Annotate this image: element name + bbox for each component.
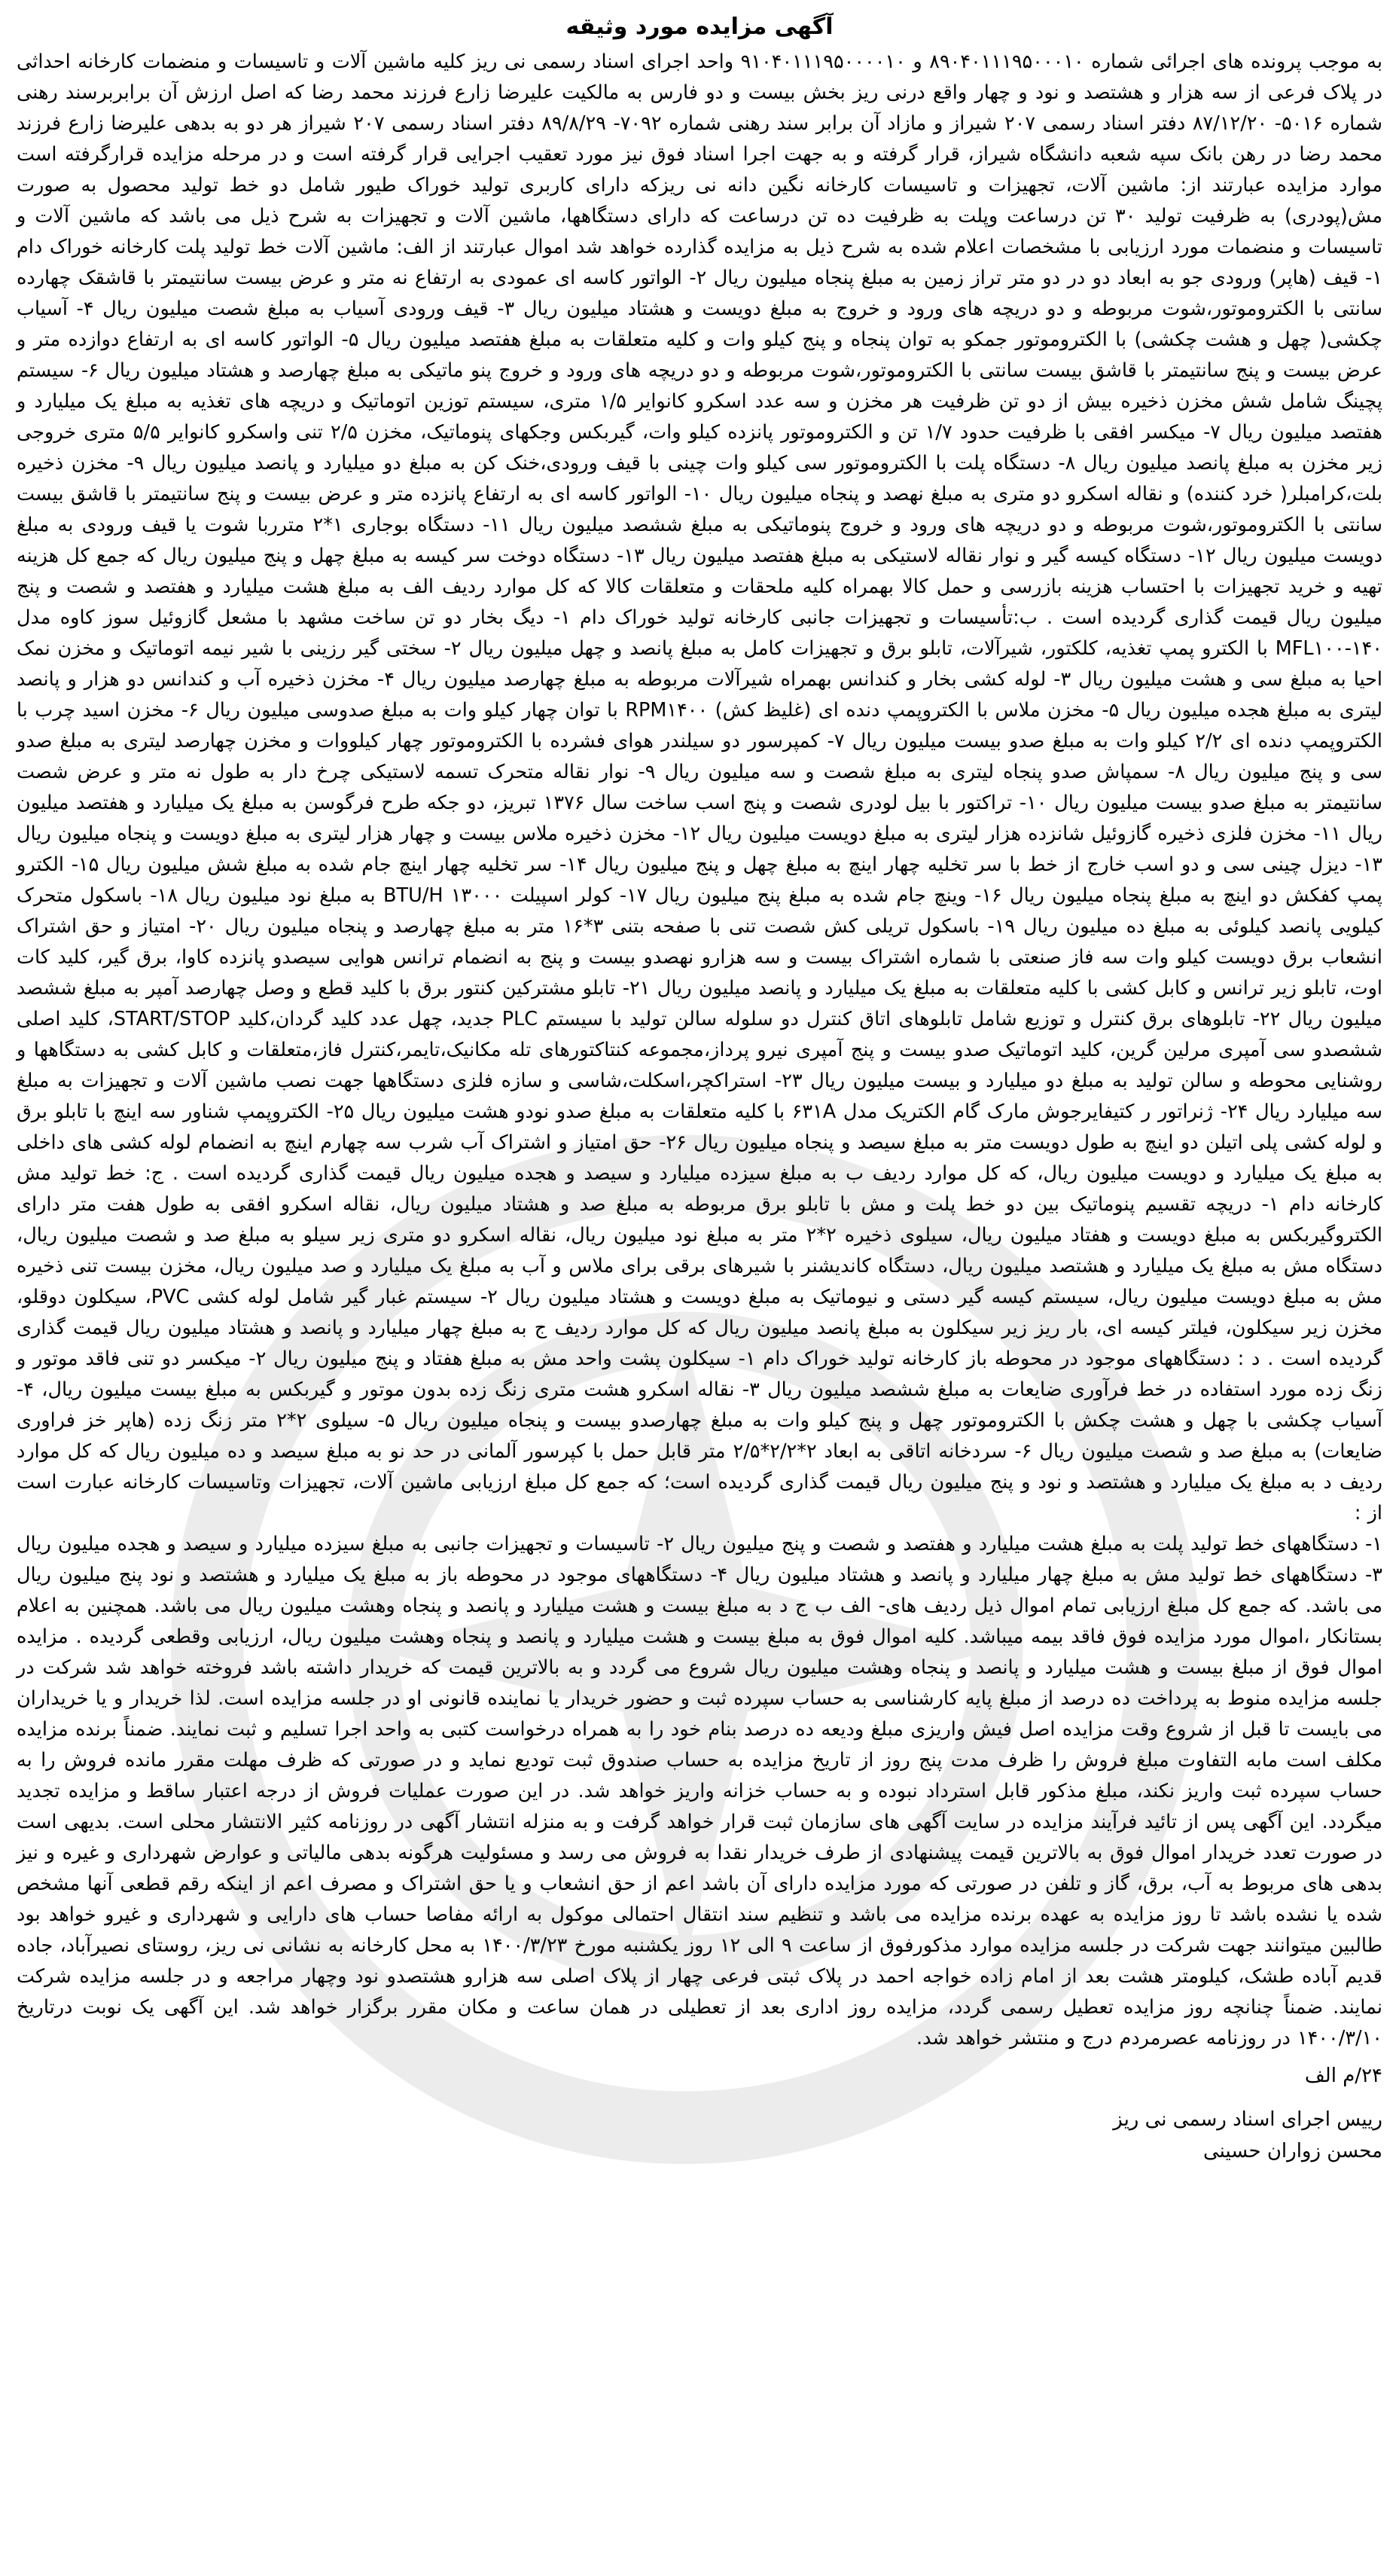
notice-code: ۲۴/م الف — [1304, 2065, 1382, 2087]
signature-title: رییس اجرای اسناد رسمی نی ریز — [1113, 2108, 1382, 2131]
notice-footer — [17, 2060, 1382, 2167]
notice-body — [17, 47, 1382, 2054]
notice-title: آگهی مزایده مورد وثیقه — [565, 14, 834, 40]
signature-name: محسن زواران حسینی — [1202, 2140, 1382, 2162]
notice-paragraph-2: ۱- دستگاههای خط تولید پلت به مبلغ هشت میلیارد و هفتصد و شصت و پنج میلیون ریال ۲- تاسیسات و تجهیزات جانبی به مبلغ سیزده میلیارد و سیصد و هجده میلیون ریال ۳- دستگاههای خط تولید مش به مبلغ چهار میلیارد و پانصد و هشتاد میلیون ریال ۴- دستگاههای موجود در محوطه باز به مبلغ یک میلیارد و هشتصد و نود پنج میلیون ریال می باشد. که جمع کل مبلغ ارزیابی تمام اموال ذیل ردیف های- الف ب ج د به مبلغ بیست و هشت میلیارد و پانصد و پنجاه وهشت میلیون ریال می باشد. همچنین به اعلام بستانکار ،اموال مورد مزایده فوق فاقد بیمه میباشد. کلیه اموال فوق به مبلغ بیست و هشت میلیارد و پانصد و پنجاه وهشت میلیون ریال، ارزیابی وقطعی گردیده . مزایده اموال فوق از مبلغ بیست و هشت میلیارد و پانصد و پنجاه وهشت میلیون ریال شروع می گردد و به بالاترین قیمت که خریدار داشته باشد فروخته خواهد شد شرکت در جلسه مزایده منوط به پرداخت ده درصد از مبلغ پایه کارشناسی به حساب سپرده ثبت و حضور خریدار یا نماینده قانونی او در جلسه مزایده است. لذا خریدار و یا خریداران می بایست تا قبل از شروع وقت مزایده اصل فیش واریزی مبلغ ودیعه ده درصد بنام خود را به همراه درخواست کتبی به واحد اجرا تسلیم و ثبت نمایند. ضمناً برنده مزایده مکلف است مابه التفاوت مبلغ فروش را ظرف مدت پنج روز از تاریخ مزایده به حساب صندوق ثبت تودیع نماید و در صورتی که ظرف مهلت مقرر مانده فروش را به حساب سپرده ثبت واریز نکند، مبلغ مذکور قابل استرداد نبوده و به حساب خزانه واریز خواهد شد. در این صورت عملیات فروش از درجه اعتبار ساقط و مزایده تجدید میگردد. این آگهی پس از تائید فرآیند مزایده در سایت آگهی های سازمان ثبت قرار خواهد گرفت و به منزله انتشار آگهی در روزنامه کثیر الانتشار محلی است. بدیهی است در صورت تعدد خریدار اموال فوق به بالاترین قیمت پیشنهادی از طرف خریدار نقدا به فروش می رسد و مسئولیت هرگونه بدهی مالیاتی و عوارض شهرداری و غیره و نیز بدهی های مربوط به آب، برق، گاز و تلفن در صورتی که مورد مزایده دارای آن باشد اعم از حق انشعاب و یا حق اشتراک و مصرف اعم از اینکه رقم قطعی آنها مشخص شده یا نشده باشد تا روز مزایده به عهده برنده مزایده می باشد و تنظیم سند انتقال احتمالی موکول به ارائه مفاصا حساب های دارایی و شهرداری و غیرو خواهد بود طالبین میتوانند جهت شرکت در جلسه مزایده موارد مذکورفوق از ساعت ۹ الی ۱۲ روز یکشنبه مورخ ۱۴۰۰/۳/۲۳ به محل کارخانه به نشانی نی ریز، روستای نصیرآباد، جاده قدیم آباده طشک، کیلومتر هشت بعد از امام زاده خواجه احمد در پلاک ثبتی فرعی چهار از پلاک اصلی سه هزارو هشتصدو نود وچهار مراجعه و در جلسه مزایده شرکت نمایند. ضمناً چنانچه روز مزایده تعطیل رسمی گردد، مزایده روز اداری بعد از تعطیلی در همان ساعت و مکان مقرر برگزار خواهد شد. این آگهی یک نوبت درتاریخ ۱۴۰۰/۳/۱۰ در روزنامه عصرمردم درج و منتشر خواهد شد. — [17, 1533, 1382, 2050]
notice-paragraph-1: به موجب پرونده های اجرائی شماره ۸۹۰۴۰۱۱۱۹۵۰۰۰۱۰ و ۹۱۰۴۰۱۱۱۹۵۰۰۰۰۱۰ واحد اجرای اسناد رسمی نی ریز کلیه ماشین آلات و تاسیسات و منضمات کارخانه احداثی در پلاک فرعی از سه هزار و هشتصد و نود و چهار واقع درنی ریز بخش بیست و دو فارس به مالکیت علیرضا زارع فرزند محمد رضا که اصل ارزش آن برابربرسند رهنی شماره ۵۰۱۶- ۸۷/۱۲/۲۰ دفتر اسناد رسمی ۲۰۷ شیراز و مازاد آن برابر سند رهنی شماره ۷۰۹۲- ۸۹/۸/۲۹ دفتر اسناد رسمی ۲۰۷ شیراز هر دو به بدهی علیرضا زارع فرزند محمد رضا در رهن بانک سپه شعبه دانشگاه شیراز، قرار گرفته و به جهت اجرا اسناد فوق نیز مورد تعقیب اجرایی قرار گرفته است و در مرحله مزایده قرارگرفته است موارد مزایده عبارتند از: ماشین آلات، تجهیزات و تاسیسات کارخانه نگین دانه نی ریزکه دارای کاربری تولید خوراک طیور شامل دو خط تولید محصول به صورت مش(پودری) به ظرفیت تولید ۳۰ تن درساعت وپلت به ظرفیت ده تن درساعت که دارای دستگاهها، ماشین آلات و تجهیزات به شرح ذیل می باشد که ماشین آلات و تاسیسات و منضمات مورد ارزیابی با مشخصات اعلام شده به شرح ذیل به مزایده گذارده خواهد شد اموال عبارتند از الف: ماشین آلات خط تولید پلت کارخانه خوراک دام ۱- قیف (هاپر) ورودی جو به ابعاد دو در دو متر تراز زمین به مبلغ پنجاه میلیون ریال ۲- الواتور کاسه ای عمودی به ارتفاع نه متر و عرض بیست سانتیمتر با قاشقک چهارده سانتی با الکتروموتور،شوت مربوطه و دو دریچه های ورود و خروج به مبلغ دویست و هشتاد میلیون ریال ۳- قیف ورودی آسیاب به مبلغ شصت میلیون ریال ۴- آسیاب چکشی( چهل و هشت چکشی) با الکتروموتور جمکو به توان پنجاه و پنج کیلو وات و کلیه متعلقات به مبلغ هفتصد میلیون ریال ۵- الواتور کاسه ای به ارتفاع دوازده متر و عرض بیست و پنج سانتیمتر با قاشق بیست سانتی با الکتروموتور،شوت مربوطه و دو دریچه های ورود و خروج پنو ماتیکی به مبلغ چهارصد و هشتاد میلیون ریال ۶- سیستم پچینگ شامل شش مخزن ذخیره بیش از دو تن ظرفیت هر مخزن و سه عدد اسکرو کانوایر ۱/۵ متری، سیستم توزین اتوماتیک و دریچه های تغذیه به مبلغ یک میلیارد و هفتصد میلیون ریال ۷- میکسر افقی با ظرفیت حدود ۱/۷ تن و الکتروموتور پانزده کیلو وات، گیربکس وجکهای پنوماتیک، مخزن ۲/۵ تنی واسکرو کانوایر ۵/۵ متری خروجی زیر مخزن به مبلغ پانصد میلیون ریال ۸- دستگاه پلت با الکتروموتور سی کیلو وات چینی با قیف ورودی،خنک کن به مبلغ دو میلیارد و پانصد میلیون ریال ۹- مخزن ذخیره بلت،کرامبلر( خرد کننده) و نقاله اسکرو دو متری به مبلغ نهصد و پنجاه میلیون ریال ۱۰- الواتور کاسه ای به ارتفاع پانزده متر و عرض بیست و پنج سانتیمتر با قاشق بیست سانتی با الکتروموتور،شوت مربوطه و دو دریچه های ورود و خروج پنوماتیکی به مبلغ ششصد میلیون ریال ۱۱- دستگاه بوجاری ۱*۲ مترربا شوت یا قیف ورودی به مبلغ دویست میلیون ریال ۱۲- دستگاه کیسه گیر و نوار نقاله لاستیکی به مبلغ هفتصد میلیون ریال ۱۳- دستگاه دوخت سر کیسه به مبلغ چهل و پنج میلیون ریال که جمع کل هزینه تهیه و خرید تجهیزات با احتساب هزینه بازرسی و حمل کالا بهمراه کلیه ملحقات و متعلقات کالا که کل موارد ردیف الف به مبلغ هشت میلیارد و هفتصد و شصت و پنج میلیون ریال قیمت گذاری گردیده است . ب:تأسیسات و تجهیزات جانبی کارخانه تولید خوراک دام ۱- دیگ بخار دو تن ساخت مشهد با مشعل گازوئیل سوز کاوه مدل MFL۱۰۰-۱۴۰ با الکترو پمپ تغذیه، کلکتور، شیرآلات، تابلو برق و تجهیزات کامل به مبلغ پانصد و چهل میلیون ریال ۲- سختی گیر رزینی با شیر نیمه اتوماتیک و مخزن نمک احیا به مبلغ سی و هشت میلیون ریال ۳- لوله کشی بخار و کندانس بهمراه شیرآلات مربوطه به مبلغ چهارصد میلیون ریال ۴- مخزن ذخیره آب و کندانس دو هزار و پانصد لیتری به مبلغ هجده میلیون ریال ۵- مخزن ملاس با الکتروپمپ دنده ای (غلیظ کش) RPM۱۴۰۰ با توان چهار کیلو وات به مبلغ صدوسی میلیون ریال ۶- مخزن اسید چرب با الکتروپمپ دنده ای ۲/۲ کیلو وات به مبلغ صدو بیست میلیون ریال ۷- کمپرسور دو سیلندر هوای فشرده با الکتروموتور چهار کیلووات و مخزن چهارصد لیتری به مبلغ صدو سی و پنج میلیون ریال ۸- سمپاش صدو پنجاه لیتری به مبلغ شصت و سه میلیون ریال ۹- نوار نقاله متحرک تسمه لاستیکی چرخ دار به طول نه متر و عرض شصت سانتیمتر به مبلغ صدو بیست میلیون ریال ۱۰- تراکتور با بیل لودری شصت و پنج اسب ساخت سال ۱۳۷۶ تبریز، دو جکه طرح فرگوسن به مبلغ یک میلیارد و هفتصد میلیون ریال ۱۱- مخزن فلزی ذخیره گازوئیل شانزده هزار لیتری به مبلغ دویست میلیون ریال ۱۲- مخزن ذخیره ملاس بیست و چهار هزار لیتری به مبلغ دویست و پنجاه میلیون ریال ۱۳- دیزل چینی سی و دو اسب خارج از خط با سر تخلیه چهار اینچ به مبلغ چهل و پنج میلیون ریال ۱۴- سر تخلیه چهار اینچ جام شده به مبلغ شش میلیون ریال ۱۵- الکترو پمپ کفکش دو اینچ به مبلغ پنجاه میلیون ریال ۱۶- وینچ جام شده به مبلغ پنج میلیون ریال ۱۷- کولر اسپیلت BTU/H ۱۳۰۰۰ به مبلغ نود میلیون ریال ۱۸- باسکول متحرک کیلویی پانصد کیلوئی به مبلغ ده میلیون ریال ۱۹- باسکول تریلی کش شصت تنی با صفحه بتنی ۳*۱۶ متر به مبلغ چهارصد و پنجاه میلیون ریال ۲۰- امتیاز و حق اشتراک انشعاب برق دویست کیلو وات سه فاز صنعتی با شماره اشتراک بیست و سه هزارو نهصدو بیست و پنج به انضمام ترانس هوایی سیصدو پانزده کاوا، برق گیر، کلید کات اوت، تابلو زیر ترانس و کابل کشی با کلیه متعلقات به مبلغ یک میلیارد و پانصد میلیون ریال ۲۱- تابلو مشترکین کنتور برق با کلید قطع و وصل چهارصد آمپر به مبلغ ششصد میلیون ریال ۲۲- تابلوهای برق کنترل و توزیع شامل تابلوهای اتاق کنترل دو سلوله سالن تولید با سیستم PLC جدید، چهل عدد کلید گردان،کلید START/STOP، کلید اصلی ششصدو سی آمپری مرلین گرین، کلید اتوماتیک صدو بیست و پنج آمپری نیرو پرداز،مجموعه کنتاکتورهای تله مکانیک،تایمر،کنترل فاز،متعلقات و کابل کشی به دستگاهها و روشنایی محوطه و سالن تولید به مبلغ دو میلیارد و بیست میلیون ریال ۲۳- استراکچر،اسکلت،شاسی و سازه فلزی دستگاهها جهت نصب ماشین آلات و تجهیزات به مبلغ سه میلیارد ریال ۲۴- ژنراتور ر کتیفایرجوش مارک گام الکتریک مدل ۶۳۱A با کلیه متعلقات به مبلغ صدو نودو هشت میلیون ریال ۲۵- الکتروپمپ شناور سه اینچ با تابلو برق و لوله کشی پلی اتیلن دو اینچ به طول دویست متر به مبلغ سیصد و پنجاه میلیون ریال ۲۶- حق امتیاز و اشتراک آب شرب سه چهارم اینچ به انضمام لوله کشی های داخلی به مبلغ یک میلیارد و دویست میلیون ریال، که کل موارد ردیف ب به مبلغ سیزده میلیارد و سیصد و هجده میلیون ریال قیمت گذاری گردیده است . ج: خط تولید مش کارخانه دام ۱- دریچه تقسیم پنوماتیک بین دو خط پلت و مش با تابلو برق مربوطه به مبلغ صد و هشتاد میلیون ریال، نقاله اسکرو افقی به طول هفت متر دارای الکتروگیربکس به مبلغ دویست و هفتاد میلیون ریال، سیلوی ذخیره ۲*۲ متر به مبلغ نود میلیون ریال، نقاله اسکرو دو متری زیر سیلو به مبلغ صد و شصت میلیون ریال، دستگاه مش به مبلغ یک میلیارد و هشتصد میلیون ریال، دستگاه کاندیشنر با شیرهای برقی برای ملاس و آب به مبلغ یک میلیارد و صد میلیون ریال، مخزن بیست تنی ذخیره مش به مبلغ دویست میلیون ریال، سیستم کیسه گیر دستی و نیوماتیک به مبلغ دویست و هشتاد میلیون ریال ۲- سیستم غبار گیر شامل لوله کشی PVC، سیکلون دوقلو، مخزن زیر سیکلون، فیلتر کیسه ای، بار ریز زیر سیکلون به مبلغ پانصد میلیون ریال که کل موارد ردیف ج به مبلغ چهار میلیارد و پانصد و هشتاد میلیون ریال قیمت گذاری گردیده است . د : دستگاههای موجود در محوطه باز کارخانه تولید خوراک دام ۱- سیکلون پشت واحد مش به مبلغ هفتاد و پنج میلیون ریال ۲- میکسر دو تنی فاقد موتور و زنگ زده مورد استفاده در خط فرآوری ضایعات به مبلغ ششصد میلیون ریال ۳- نقاله اسکرو هشت متری زنگ زده بدون موتور و گیربکس به مبلغ بیست میلیون ریال، ۴- آسیاب چکشی با چهل و هشت چکش با الکتروموتور چهل و پنج کیلو وات به مبلغ چهارصدو بیست و پنجاه میلیون ریال ۵- سیلوی ۲*۲ متر زنگ زده (هاپر خز فراوری ضایعات) به مبلغ صد و شصت میلیون ریال ۶- سردخانه اتاقی به ابعاد ۲*۲/۲*۲/۵ متر قابل حمل با کپرسور آلمانی در حد نو به مبلغ سیصد و ده میلیون ریال که کل موارد ردیف د به مبلغ یک میلیارد و هشتصد و نود و پنج میلیون ریال قیمت گذاری گردیده است؛ که جمع کل مبلغ ارزیابی ماشین آلات، تجهیزات وتاسیسات کارخانه عبارت است از : — [17, 50, 1383, 1525]
